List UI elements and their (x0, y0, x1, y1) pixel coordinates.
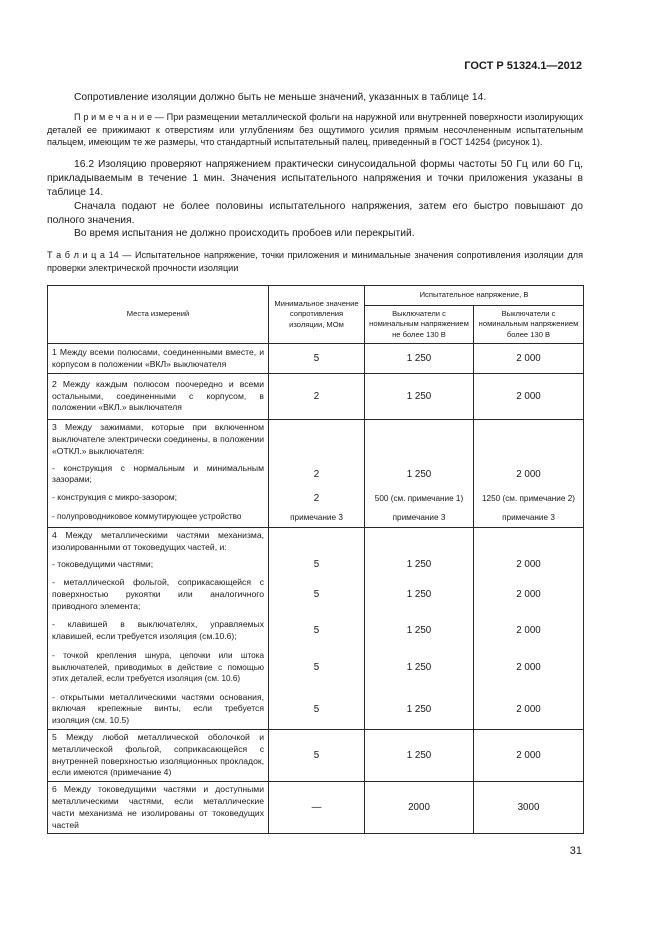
table-row (48, 729, 584, 781)
note-paragraph (47, 111, 583, 149)
cell-min: 2 (269, 489, 365, 507)
cell-gt130: 2 000 (474, 645, 584, 689)
test-voltage-table (47, 285, 584, 834)
table-caption-text: — Испытательное напряжение, точки приложения и минимальные значения сопротивления изоляции для проверки электрической прочности изоляции (47, 250, 583, 273)
cell-le130: 1 250 (365, 374, 474, 420)
cell-place: - открытыми металлическими частями основания, включая крепежные винты, если требуется изоляция (см. 10.5) (48, 689, 269, 729)
table-row (48, 645, 584, 689)
cell-le130: примечание 3 (365, 507, 474, 527)
table-row (48, 507, 584, 527)
table-row (48, 527, 584, 555)
cell-le130: 1 250 (365, 645, 474, 689)
cell-le130 (365, 420, 474, 460)
cell-min: 2 (269, 374, 365, 420)
header-le130: Выключатели с номинальным напряжением не более 130 В (365, 306, 474, 344)
table-row (48, 689, 584, 729)
cell-min (269, 527, 365, 555)
table-row (48, 374, 584, 420)
cell-min: 5 (269, 344, 365, 374)
cell-min: 5 (269, 689, 365, 729)
cell-le130: 2000 (365, 782, 474, 834)
cell-gt130: 2 000 (474, 344, 584, 374)
cell-min (269, 420, 365, 460)
cell-place: - клавишей в выключателях, управляемых клавишей, если требуется изоляция (см.10.6); (48, 616, 269, 645)
header-voltage: Испытательное напряжение, В (365, 286, 584, 306)
header-place: Места измерений (48, 286, 269, 344)
cell-gt130 (474, 420, 584, 460)
cell-place: 1 Между всеми полюсами, соединенными вместе, и корпусом в положении «ВКЛ» выключателя (48, 344, 269, 374)
cell-min: 5 (269, 573, 365, 616)
intro-paragraph: Сопротивление изоляции должно быть не меньше значений, указанных в таблице 14. (74, 92, 487, 103)
cell-place: - конструкция с нормальным и минимальным зазорами; (48, 459, 269, 489)
cell-place: 4 Между металлическими частями механизма, изолированными от токоведущих частей, и: (48, 527, 269, 555)
cell-gt130: 2 000 (474, 689, 584, 729)
cell-min: — (269, 782, 365, 834)
cell-gt130: 2 000 (474, 374, 584, 420)
cell-le130: 1 250 (365, 573, 474, 616)
table-caption-label: Т а б л и ц а 14 (47, 250, 119, 260)
cell-gt130: 2 000 (474, 555, 584, 573)
cell-le130: 1 250 (365, 344, 474, 374)
cell-le130 (365, 527, 474, 555)
paragraph-during: Во время испытания не должно происходить пробоев или перекрытий. (74, 228, 415, 239)
cell-min: примечание 3 (269, 507, 365, 527)
cell-min: 5 (269, 555, 365, 573)
cell-place: - конструкция с микро-зазором; (48, 489, 269, 507)
cell-gt130: 3000 (474, 782, 584, 834)
table-row (48, 616, 584, 645)
table-row (48, 489, 584, 507)
note-label: П р и м е ч а н и е (74, 112, 153, 122)
table-row (48, 459, 584, 489)
cell-place: 6 Между токоведущими частями и доступными металлическими частями, если металлические части механизма не изолированы от токоведущих частей (48, 782, 269, 834)
cell-gt130 (474, 527, 584, 555)
cell-le130: 500 (см. примечание 1) (365, 489, 474, 507)
cell-le130: 1 250 (365, 729, 474, 781)
standard-number: ГОСТ Р 51324.1—2012 (464, 60, 582, 72)
cell-min: 5 (269, 645, 365, 689)
cell-place: - полупроводниковое коммутирующее устройство (48, 507, 269, 527)
page-number: 31 (569, 845, 582, 857)
paragraph-16-2: 16.2 Изоляцию проверяют напряжением практически синусоидальной формы частоты 50 Гц или 60 Гц, прикладываемым в течение 1 мин. Значения испытательного напряжения и точки приложения указаны в таблице 14. (47, 159, 583, 198)
cell-place: 2 Между каждым полюсом поочередно и всеми остальными, соединенными с корпусом, в положении «ВКЛ.» выключателя (48, 374, 269, 420)
table-caption (47, 249, 583, 274)
cell-gt130: 2 000 (474, 459, 584, 489)
cell-gt130: 2 000 (474, 616, 584, 645)
table-row (48, 555, 584, 573)
cell-place: 5 Между любой металлической оболочкой и металлической фольгой, соприкасающейся с внутренней поверхностью изоляционных прокладок, если имеются (примечание 4) (48, 729, 269, 781)
cell-gt130: 1250 (см. примечание 2) (474, 489, 584, 507)
table-row (48, 420, 584, 460)
cell-le130: 1 250 (365, 689, 474, 729)
cell-min: 5 (269, 729, 365, 781)
cell-gt130: 2 000 (474, 729, 584, 781)
note-text: — При размещении металлической фольги на наружной или внутренней поверхности изолирующих деталей ее прижимают к отверстиям или углублениям без ощутимого усилия прямым несочлененным испытательным пальцем, имеющим те же размеры, что стандартный испытательный палец, приведенный в ГОСТ 14254 (рисунок 1). (47, 112, 583, 147)
cell-place: - токоведущими частями; (48, 555, 269, 573)
cell-gt130: примечание 3 (474, 507, 584, 527)
cell-min: 5 (269, 616, 365, 645)
cell-min: 2 (269, 459, 365, 489)
table-row (48, 573, 584, 616)
paragraph-first: Сначала подают не более половины испытательного напряжения, затем его быстро повышают до полного значения. (47, 201, 583, 226)
cell-place: - точкой крепления шнура, цепочки или штока выключателей, приводимых в действие с помощью этих деталей, если требуется изоляция (см. 10.6) (48, 645, 269, 689)
cell-place: 3 Между зажимами, которые при включенном выключателе электрически соединены, в положении «ОТКЛ.» выключателя: (48, 420, 269, 460)
cell-le130: 1 250 (365, 459, 474, 489)
table-row (48, 344, 584, 374)
header-gt130: Выключатели с номинальным напряжением более 130 В (474, 306, 584, 344)
cell-place: - металлической фольгой, соприкасающейся с поверхностью рукоятки или аналогичного приводного элемента; (48, 573, 269, 616)
header-min: Минимальное значение сопротивления изоляции, МОм (269, 286, 365, 344)
cell-le130: 1 250 (365, 555, 474, 573)
table-row (48, 782, 584, 834)
cell-le130: 1 250 (365, 616, 474, 645)
cell-gt130: 2 000 (474, 573, 584, 616)
